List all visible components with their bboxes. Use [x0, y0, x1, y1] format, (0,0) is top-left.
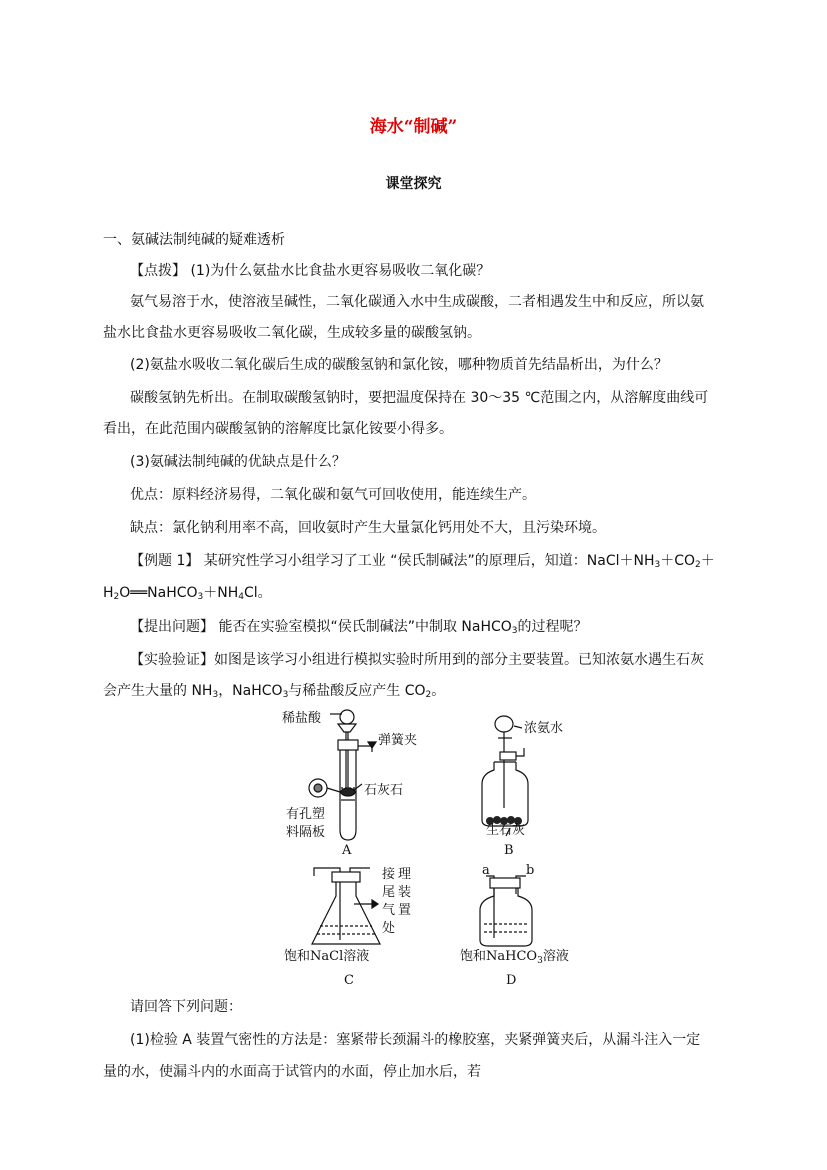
text-run: 与稀盐酸反应产生 CO: [288, 683, 426, 699]
paragraph-line: 一、氨碱法制纯碱的疑难透析: [103, 232, 285, 248]
caption-b: B: [504, 843, 514, 858]
paragraph-line: 优点：原料经济易得，二氧化碳和氨气可回收使用，能连续生产。: [130, 487, 536, 503]
apparatus-c: [312, 868, 380, 944]
label-tail-6: 装: [398, 885, 412, 900]
wide-bottle: [482, 762, 528, 826]
conical-flask: [312, 882, 380, 944]
label-plate-line1: 有孔塑: [286, 807, 326, 822]
text-run: 。: [431, 683, 446, 699]
caption-d: D: [506, 973, 517, 988]
label-tail-5: 理: [398, 867, 412, 882]
text-run: ＋: [700, 553, 715, 569]
label-nahco3-main: 饱和NaHCO: [460, 949, 538, 964]
limestone: [341, 788, 355, 796]
subscript: 3: [511, 626, 518, 636]
section-heading: 课堂探究: [385, 176, 442, 192]
text-run: Cl。: [244, 585, 272, 601]
text-run: O══NaHCO: [119, 585, 198, 601]
text-run: ＋NH: [203, 585, 239, 601]
text-run: H: [103, 585, 114, 601]
stopper-b: [500, 752, 516, 760]
paragraph-line: 盐水比食盐水更容易吸收二氧化碳，生成较多量的碳酸氢钠。: [103, 325, 481, 341]
text-run: 【例题 1】 某研究性学习小组学习了工业 “侯氏制碱法”的原理后，知道：NaCl＋NH: [130, 553, 655, 569]
paragraph-line: [103, 578, 728, 609]
label-nahco3: [460, 948, 569, 966]
page-title: 海水“制碱”: [369, 117, 458, 137]
label-tail-1: 接: [382, 867, 396, 882]
paragraph-line: 缺点：氯化钠利用率不高，回收氨时产生大量氯化钙用处不大，且污染环境。: [130, 520, 606, 536]
label-nacl: 饱和NaCl溶液: [284, 949, 370, 964]
label-tail-2: 尾: [382, 885, 396, 900]
paragraph-line: 量的水，使漏斗内的水面高于试管内的水面，停止加水后，若: [103, 1064, 481, 1080]
subscript: 2: [425, 690, 432, 700]
label-port-a: a: [482, 863, 490, 878]
label-clip: 弹簧夹: [378, 733, 418, 748]
spring-clip: [368, 742, 376, 748]
label-plate-line2: 料隔板: [286, 825, 326, 840]
paragraph-line: 氨气易溶于水，使溶液呈碱性，二氧化碳通入水中生成碳酸，二者相遇发生中和反应，所以氨: [130, 294, 704, 310]
subscript: 2: [113, 592, 120, 602]
funnel-bulb: [340, 710, 354, 724]
subscript: 3: [212, 690, 219, 700]
caption-a: A: [342, 843, 352, 858]
apparatus-b: [482, 716, 528, 836]
subscript: 4: [238, 592, 244, 602]
subscript: 2: [695, 560, 701, 570]
paragraph-line: 看出，在此范围内碳酸氢钠的溶解度比氯化铵要小得多。: [103, 421, 453, 437]
apparatus-figure: [280, 708, 580, 993]
paragraph-line: [130, 612, 755, 643]
dropping-funnel: [495, 716, 513, 732]
label-quicklime: 生石灰: [486, 823, 526, 838]
text-run: 【提出问题】 能否在实验室模拟“侯氏制碱法”中制取 NaHCO: [130, 619, 512, 635]
text-run: 的过程呢？: [517, 619, 588, 635]
subscript: 3: [282, 690, 289, 700]
paragraph-line: 【实验验证】如图是该学习小组进行模拟实验时所用到的部分主要装置。已知浓氨水遇生石灰: [130, 652, 704, 668]
label-tail-7: 置: [398, 903, 412, 918]
label-tail-4: 处: [382, 921, 396, 936]
label-nahco3-end: 溶液: [542, 949, 569, 964]
caption-c: C: [344, 973, 354, 988]
label-ammonia: 浓氨水: [524, 721, 564, 736]
delivery-tube: [358, 746, 372, 752]
paragraph-line: [103, 676, 728, 707]
paragraph-line: (3)氨碱法制纯碱的优缺点是什么？: [130, 454, 346, 470]
subscript: 3: [197, 592, 204, 602]
stopper: [338, 740, 358, 750]
paragraph-line: 碳酸氢钠先析出。在制取碳酸氢钠时，要把温度保持在 30～35 ℃范围之内，从溶解度曲线可: [130, 390, 709, 406]
stopper-d: [490, 878, 520, 888]
apparatus-d: [480, 876, 532, 946]
text-run: ＋CO: [660, 553, 696, 569]
funnel-cone: [338, 724, 356, 732]
label-acid: 稀盐酸: [282, 711, 322, 726]
label-tail-3: 气: [382, 903, 396, 918]
subscript: 3: [654, 560, 661, 570]
label-nahco3-sub: 3: [537, 956, 543, 966]
text-run: ，NaHCO: [218, 683, 283, 699]
paragraph-line: (1)检验 A 装置气密性的方法是：塞紧带长颈漏斗的橡胶塞，夹紧弹簧夹后，从漏斗注入一定: [130, 1032, 701, 1048]
paragraph-line: (2)氨盐水吸收二氧化碳后生成的碳酸氢钠和氯化铵，哪种物质首先结晶析出，为什么？: [130, 357, 668, 373]
stopper-c: [332, 872, 360, 882]
paragraph-line: 【点拨】 (1)为什么氨盐水比食盐水更容易吸收二氧化碳？: [130, 263, 491, 279]
paragraph-line: [130, 546, 755, 577]
label-port-b: b: [526, 863, 535, 878]
paragraph-line: 请回答下列问题：: [130, 999, 242, 1015]
label-limestone: 石灰石: [364, 783, 404, 798]
gas-bottle: [480, 888, 532, 946]
text-run: 会产生大量的 NH: [103, 683, 213, 699]
